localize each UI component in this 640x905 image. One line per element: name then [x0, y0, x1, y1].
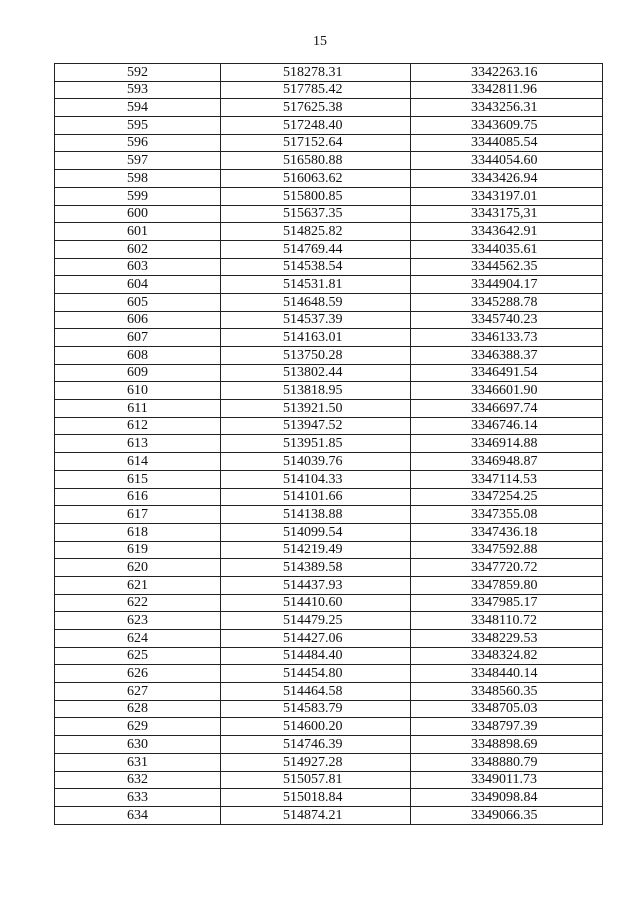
x-coordinate-cell: 515637.35 — [221, 205, 411, 223]
table-row — [55, 187, 603, 205]
y-coordinate-cell: 3348898.69 — [411, 736, 603, 754]
point-number-cell: 622 — [55, 594, 221, 612]
y-coordinate-cell: 3346914.88 — [411, 435, 603, 453]
table-row — [55, 400, 603, 418]
point-number-cell: 596 — [55, 134, 221, 152]
x-coordinate-cell: 517152.64 — [221, 134, 411, 152]
page-number: 15 — [313, 34, 327, 49]
point-number-cell: 609 — [55, 364, 221, 382]
table-row — [55, 771, 603, 789]
x-coordinate-cell: 514538.54 — [221, 258, 411, 276]
table-row — [55, 488, 603, 506]
table-row — [55, 630, 603, 648]
point-number-cell: 621 — [55, 576, 221, 594]
y-coordinate-cell: 3346746.14 — [411, 417, 603, 435]
table-row — [55, 329, 603, 347]
y-coordinate-cell: 3342811.96 — [411, 81, 603, 99]
x-coordinate-cell: 513951.85 — [221, 435, 411, 453]
y-coordinate-cell: 3346388.37 — [411, 347, 603, 365]
table-row — [55, 576, 603, 594]
x-coordinate-cell: 514219.49 — [221, 541, 411, 559]
x-coordinate-cell: 513818.95 — [221, 382, 411, 400]
point-number-cell: 619 — [55, 541, 221, 559]
y-coordinate-cell: 3349098.84 — [411, 789, 603, 807]
x-coordinate-cell: 514537.39 — [221, 311, 411, 329]
table-row — [55, 453, 603, 471]
table-row — [55, 435, 603, 453]
y-coordinate-cell: 3346697.74 — [411, 400, 603, 418]
x-coordinate-cell: 513802.44 — [221, 364, 411, 382]
table-row — [55, 293, 603, 311]
table-row — [55, 594, 603, 612]
coordinates-table-body — [55, 64, 603, 825]
point-number-cell: 594 — [55, 99, 221, 117]
x-coordinate-cell: 514484.40 — [221, 647, 411, 665]
table-row — [55, 736, 603, 754]
point-number-cell: 606 — [55, 311, 221, 329]
y-coordinate-cell: 3343175,31 — [411, 205, 603, 223]
table-row — [55, 64, 603, 82]
y-coordinate-cell: 3343609.75 — [411, 117, 603, 135]
table-row — [55, 417, 603, 435]
x-coordinate-cell: 514039.76 — [221, 453, 411, 471]
table-row — [55, 223, 603, 241]
x-coordinate-cell: 514600.20 — [221, 718, 411, 736]
y-coordinate-cell: 3344054.60 — [411, 152, 603, 170]
table-row — [55, 240, 603, 258]
x-coordinate-cell: 514163.01 — [221, 329, 411, 347]
point-number-cell: 633 — [55, 789, 221, 807]
table-row — [55, 612, 603, 630]
y-coordinate-cell: 3347436.18 — [411, 523, 603, 541]
point-number-cell: 600 — [55, 205, 221, 223]
x-coordinate-cell: 516580.88 — [221, 152, 411, 170]
table-row — [55, 647, 603, 665]
y-coordinate-cell: 3347859.80 — [411, 576, 603, 594]
x-coordinate-cell: 514874.21 — [221, 806, 411, 824]
table-row — [55, 347, 603, 365]
x-coordinate-cell: 514099.54 — [221, 523, 411, 541]
point-number-cell: 632 — [55, 771, 221, 789]
y-coordinate-cell: 3345740.23 — [411, 311, 603, 329]
point-number-cell: 611 — [55, 400, 221, 418]
point-number-cell: 601 — [55, 223, 221, 241]
x-coordinate-cell: 514769.44 — [221, 240, 411, 258]
table-row — [55, 81, 603, 99]
y-coordinate-cell: 3346948.87 — [411, 453, 603, 471]
point-number-cell: 604 — [55, 276, 221, 294]
point-number-cell: 617 — [55, 506, 221, 524]
y-coordinate-cell: 3348880.79 — [411, 753, 603, 771]
x-coordinate-cell: 514138.88 — [221, 506, 411, 524]
table-row — [55, 152, 603, 170]
y-coordinate-cell: 3348229.53 — [411, 630, 603, 648]
table-row — [55, 753, 603, 771]
x-coordinate-cell: 517785.42 — [221, 81, 411, 99]
point-number-cell: 629 — [55, 718, 221, 736]
table-row — [55, 364, 603, 382]
y-coordinate-cell: 3348110.72 — [411, 612, 603, 630]
table-row — [55, 700, 603, 718]
y-coordinate-cell: 3343426.94 — [411, 170, 603, 188]
y-coordinate-cell: 3347254.25 — [411, 488, 603, 506]
y-coordinate-cell: 3348560.35 — [411, 683, 603, 701]
y-coordinate-cell: 3349011.73 — [411, 771, 603, 789]
table-row — [55, 276, 603, 294]
x-coordinate-cell: 514410.60 — [221, 594, 411, 612]
y-coordinate-cell: 3343256.31 — [411, 99, 603, 117]
x-coordinate-cell: 514389.58 — [221, 559, 411, 577]
x-coordinate-cell: 514427.06 — [221, 630, 411, 648]
y-coordinate-cell: 3347720.72 — [411, 559, 603, 577]
point-number-cell: 612 — [55, 417, 221, 435]
table-row — [55, 117, 603, 135]
point-number-cell: 610 — [55, 382, 221, 400]
y-coordinate-cell: 3347114.53 — [411, 470, 603, 488]
table-row — [55, 311, 603, 329]
y-coordinate-cell: 3344904.17 — [411, 276, 603, 294]
point-number-cell: 627 — [55, 683, 221, 701]
y-coordinate-cell: 3346491.54 — [411, 364, 603, 382]
point-number-cell: 620 — [55, 559, 221, 577]
y-coordinate-cell: 3346601.90 — [411, 382, 603, 400]
y-coordinate-cell: 3343197.01 — [411, 187, 603, 205]
point-number-cell: 595 — [55, 117, 221, 135]
x-coordinate-cell: 515800.85 — [221, 187, 411, 205]
table-row — [55, 789, 603, 807]
table-row — [55, 683, 603, 701]
table-row — [55, 382, 603, 400]
y-coordinate-cell: 3346133.73 — [411, 329, 603, 347]
x-coordinate-cell: 514648.59 — [221, 293, 411, 311]
point-number-cell: 616 — [55, 488, 221, 506]
point-number-cell: 602 — [55, 240, 221, 258]
y-coordinate-cell: 3348440.14 — [411, 665, 603, 683]
point-number-cell: 630 — [55, 736, 221, 754]
x-coordinate-cell: 514479.25 — [221, 612, 411, 630]
table-row — [55, 258, 603, 276]
table-row — [55, 99, 603, 117]
x-coordinate-cell: 513947.52 — [221, 417, 411, 435]
point-number-cell: 597 — [55, 152, 221, 170]
y-coordinate-cell: 3349066.35 — [411, 806, 603, 824]
x-coordinate-cell: 518278.31 — [221, 64, 411, 82]
x-coordinate-cell: 516063.62 — [221, 170, 411, 188]
x-coordinate-cell: 514746.39 — [221, 736, 411, 754]
y-coordinate-cell: 3345288.78 — [411, 293, 603, 311]
point-number-cell: 614 — [55, 453, 221, 471]
table-row — [55, 506, 603, 524]
table-row — [55, 559, 603, 577]
y-coordinate-cell: 3348324.82 — [411, 647, 603, 665]
table-row — [55, 205, 603, 223]
point-number-cell: 615 — [55, 470, 221, 488]
x-coordinate-cell: 514583.79 — [221, 700, 411, 718]
point-number-cell: 598 — [55, 170, 221, 188]
point-number-cell: 634 — [55, 806, 221, 824]
point-number-cell: 603 — [55, 258, 221, 276]
point-number-cell: 623 — [55, 612, 221, 630]
point-number-cell: 599 — [55, 187, 221, 205]
table-row — [55, 718, 603, 736]
y-coordinate-cell: 3344035.61 — [411, 240, 603, 258]
y-coordinate-cell: 3344562.35 — [411, 258, 603, 276]
x-coordinate-cell: 514454.80 — [221, 665, 411, 683]
x-coordinate-cell: 513750.28 — [221, 347, 411, 365]
point-number-cell: 624 — [55, 630, 221, 648]
y-coordinate-cell: 3342263.16 — [411, 64, 603, 82]
point-number-cell: 625 — [55, 647, 221, 665]
x-coordinate-cell: 514531.81 — [221, 276, 411, 294]
y-coordinate-cell: 3347355.08 — [411, 506, 603, 524]
y-coordinate-cell: 3347985.17 — [411, 594, 603, 612]
x-coordinate-cell: 517248.40 — [221, 117, 411, 135]
y-coordinate-cell: 3343642.91 — [411, 223, 603, 241]
x-coordinate-cell: 514927.28 — [221, 753, 411, 771]
point-number-cell: 607 — [55, 329, 221, 347]
x-coordinate-cell: 513921.50 — [221, 400, 411, 418]
x-coordinate-cell: 517625.38 — [221, 99, 411, 117]
point-number-cell: 593 — [55, 81, 221, 99]
point-number-cell: 605 — [55, 293, 221, 311]
table-row — [55, 523, 603, 541]
table-row — [55, 806, 603, 824]
coordinates-table — [54, 63, 603, 825]
x-coordinate-cell: 514464.58 — [221, 683, 411, 701]
table-row — [55, 470, 603, 488]
point-number-cell: 613 — [55, 435, 221, 453]
point-number-cell: 628 — [55, 700, 221, 718]
x-coordinate-cell: 514104.33 — [221, 470, 411, 488]
table-row — [55, 170, 603, 188]
point-number-cell: 618 — [55, 523, 221, 541]
y-coordinate-cell: 3344085.54 — [411, 134, 603, 152]
table-row — [55, 134, 603, 152]
point-number-cell: 631 — [55, 753, 221, 771]
table-row — [55, 541, 603, 559]
x-coordinate-cell: 514101.66 — [221, 488, 411, 506]
x-coordinate-cell: 515057.81 — [221, 771, 411, 789]
y-coordinate-cell: 3347592.88 — [411, 541, 603, 559]
point-number-cell: 592 — [55, 64, 221, 82]
point-number-cell: 626 — [55, 665, 221, 683]
x-coordinate-cell: 515018.84 — [221, 789, 411, 807]
y-coordinate-cell: 3348705.03 — [411, 700, 603, 718]
point-number-cell: 608 — [55, 347, 221, 365]
y-coordinate-cell: 3348797.39 — [411, 718, 603, 736]
x-coordinate-cell: 514437.93 — [221, 576, 411, 594]
table-row — [55, 665, 603, 683]
x-coordinate-cell: 514825.82 — [221, 223, 411, 241]
